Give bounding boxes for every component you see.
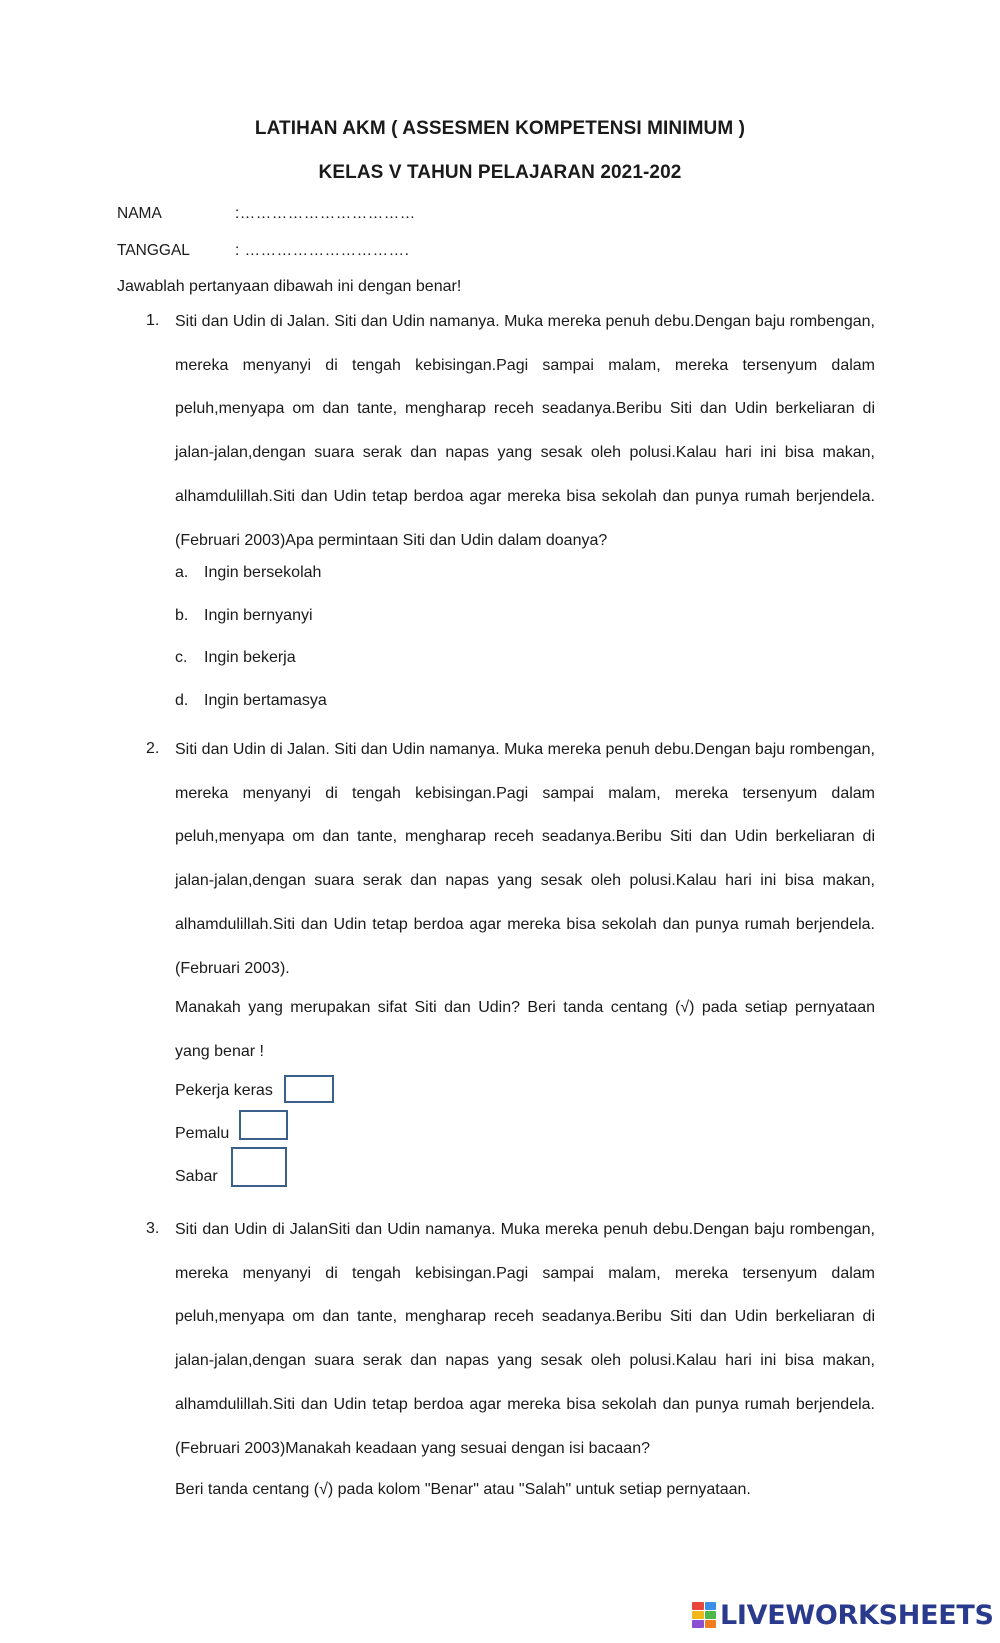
- option-d[interactable]: [175, 692, 327, 710]
- check-item-label: Pekerja keras: [175, 1082, 273, 1099]
- liveworksheets-logo-icon: [692, 1602, 716, 1628]
- option-letter: d.: [175, 692, 189, 709]
- option-letter: a.: [175, 564, 189, 581]
- check-item-pemalu: [175, 1125, 229, 1143]
- name-label: NAMA: [117, 205, 162, 222]
- page-subtitle: KELAS V TAHUN PELAJARAN 2021-202: [318, 162, 682, 183]
- logo-tile: [692, 1620, 704, 1628]
- logo-tile: [692, 1611, 704, 1619]
- date-field-row: [117, 242, 409, 260]
- checkbox-sabar[interactable]: [231, 1147, 287, 1187]
- question-passage: Siti dan Udin di Jalan. Siti dan Udin namanya. Muka mereka penuh debu.Dengan baju rombengan, mereka menyanyi di tengah kebisingan.Pagi sampai malam, mereka tersenyum dalam peluh,menyapa om dan tante, mengharap receh seadanya.Beribu Siti dan Udin berkeliaran di jalan-jalan,dengan suara serak dan napas yang sesak oleh polusi.Kalau hari ini bisa makan, alhamdulillah.Siti dan Udin tetap berdoa agar mereka bisa sekolah dan punya rumah berjendela.(Februari 2003)Apa permintaan Siti dan Udin dalam doanya?: [175, 313, 875, 549]
- date-blank[interactable]: : ………………………….: [235, 242, 410, 259]
- question-prompt: Beri tanda centang (√) pada kolom "Benar" atau "Salah" untuk setiap pernyataan.: [175, 1481, 751, 1498]
- option-c[interactable]: [175, 649, 296, 667]
- option-text: Ingin bernyanyi: [204, 607, 313, 624]
- check-item-label: Pemalu: [175, 1125, 230, 1142]
- checkbox-pekerja-keras[interactable]: [284, 1075, 334, 1103]
- name-blank[interactable]: :……………………………: [235, 205, 416, 222]
- question-prompt: Manakah yang merupakan sifat Siti dan Udin? Beri tanda centang (√) pada setiap pernyataan yang benar !: [175, 999, 875, 1060]
- check-item-label: Sabar: [175, 1168, 218, 1185]
- date-label: TANGGAL: [117, 242, 190, 259]
- instruction-text: Jawablah pertanyaan dibawah ini dengan benar!: [117, 278, 462, 295]
- option-text: Ingin bekerja: [204, 649, 296, 666]
- option-letter: b.: [175, 607, 189, 624]
- option-b[interactable]: [175, 607, 313, 625]
- question-number: 3.: [146, 1220, 160, 1237]
- option-text: Ingin bersekolah: [204, 564, 322, 581]
- question-number: 1.: [146, 312, 160, 329]
- name-field-row: [117, 205, 416, 223]
- liveworksheets-logo[interactable]: [692, 1598, 994, 1632]
- logo-tile: [705, 1611, 717, 1619]
- question-passage: Siti dan Udin di Jalan. Siti dan Udin namanya. Muka mereka penuh debu.Dengan baju rombengan, mereka menyanyi di tengah kebisingan.Pagi sampai malam, mereka tersenyum dalam peluh,menyapa om dan tante, mengharap receh seadanya.Beribu Siti dan Udin berkeliaran di jalan-jalan,dengan suara serak dan napas yang sesak oleh polusi.Kalau hari ini bisa makan, alhamdulillah.Siti dan Udin tetap berdoa agar mereka bisa sekolah dan punya rumah berjendela.(Februari 2003).: [175, 741, 875, 977]
- option-letter: c.: [175, 649, 188, 666]
- page-title: LATIHAN AKM ( ASSESMEN KOMPETENSI MINIMUM ): [254, 118, 746, 139]
- option-a[interactable]: [175, 564, 321, 582]
- logo-tile: [692, 1602, 704, 1610]
- question-passage: Siti dan Udin di JalanSiti dan Udin namanya. Muka mereka penuh debu.Dengan baju rombengan, mereka menyanyi di tengah kebisingan.Pagi sampai malam, mereka tersenyum dalam peluh,menyapa om dan tante, mengharap receh seadanya.Beribu Siti dan Udin berkeliaran di jalan-jalan,dengan suara serak dan napas yang sesak oleh polusi.Kalau hari ini bisa makan, alhamdulillah.Siti dan Udin tetap berdoa agar mereka bisa sekolah dan punya rumah berjendela.(Februari 2003)Manakah keadaan yang sesuai dengan isi bacaan?: [175, 1221, 875, 1457]
- logo-text: LIVEWORKSHEETS: [720, 1599, 994, 1631]
- check-item-sabar: [175, 1168, 218, 1186]
- question-number: 2.: [146, 740, 160, 757]
- checkbox-pemalu[interactable]: [239, 1110, 288, 1140]
- logo-tile: [705, 1620, 717, 1628]
- check-item-pekerja-keras: [175, 1082, 273, 1100]
- option-text: Ingin bertamasya: [204, 692, 327, 709]
- logo-tile: [705, 1602, 717, 1610]
